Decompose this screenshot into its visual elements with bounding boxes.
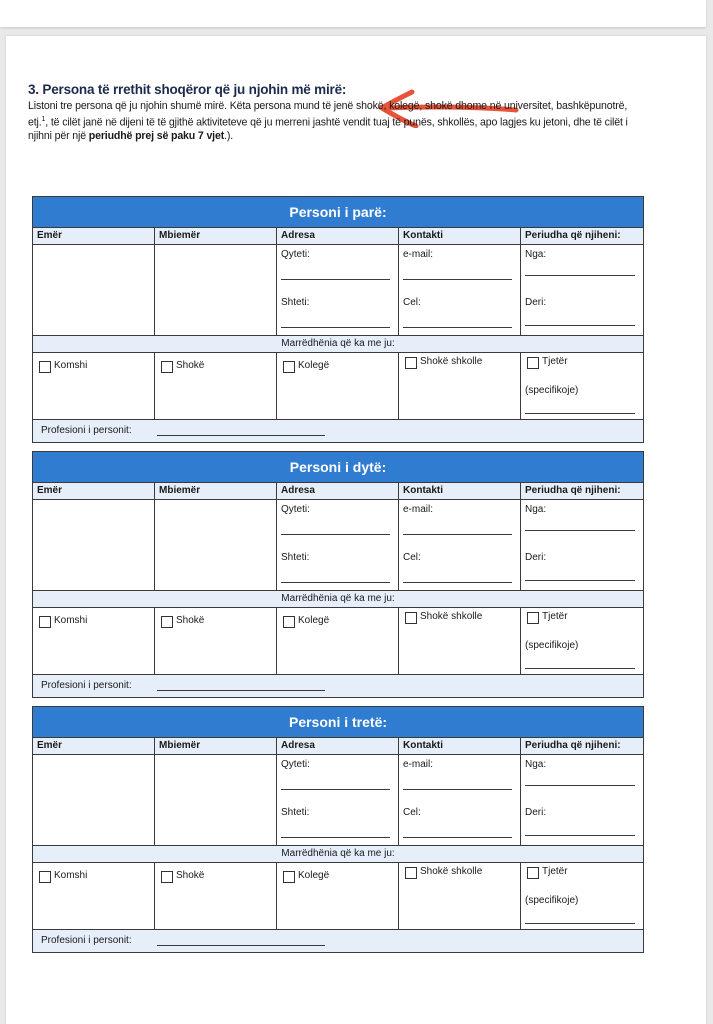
person-2-block (32, 451, 644, 698)
previous-page-edge (0, 0, 706, 27)
other-checkbox[interactable] (527, 357, 539, 369)
column-headers (33, 482, 643, 500)
relationship-row (33, 863, 643, 929)
rel-neighbor (33, 608, 155, 674)
colleague-label: Kolegë (298, 360, 330, 371)
profession-row (33, 929, 643, 952)
email-label: e-mail: (403, 759, 434, 770)
section-heading: 3. Persona të rrethit shoqëror që ju njohin më mirë: (28, 82, 347, 97)
city-line[interactable] (281, 534, 390, 535)
person-title: Personi i dytë: (33, 452, 643, 482)
email-label: e-mail: (403, 249, 434, 260)
header-period: Periudha që njiheni: (521, 227, 643, 245)
friend-label: Shokë (176, 360, 205, 371)
header-period: Periudha që njiheni: (521, 737, 643, 755)
schoolmate-label: Shokë shkolle (420, 866, 483, 877)
colleague-checkbox[interactable] (283, 361, 295, 373)
specify-label: (specifikoje) (525, 385, 579, 396)
profession-row (33, 419, 643, 442)
colleague-checkbox[interactable] (283, 871, 295, 883)
person-title: Personi i tretë: (33, 707, 643, 737)
other-label: Tjetër (542, 356, 568, 367)
country-line[interactable] (281, 327, 390, 328)
colleague-label: Kolegë (298, 615, 330, 626)
friend-checkbox[interactable] (161, 616, 173, 628)
profession-label: Profesioni i personit: (41, 680, 132, 691)
city-line[interactable] (281, 789, 390, 790)
city-label: Qyteti: (281, 759, 310, 770)
relationship-row (33, 608, 643, 674)
to-label: Deri: (525, 807, 547, 818)
rel-colleague (277, 353, 399, 419)
neighbor-checkbox[interactable] (39, 361, 51, 373)
rel-other (521, 608, 643, 674)
person-title: Personi i parë: (33, 197, 643, 227)
to-line[interactable] (525, 835, 635, 836)
city-label: Qyteti: (281, 249, 310, 260)
rel-colleague (277, 863, 399, 929)
specify-label: (specifikoje) (525, 640, 579, 651)
friend-checkbox[interactable] (161, 361, 173, 373)
neighbor-label: Komshi (54, 615, 88, 626)
person-1-block (32, 196, 644, 443)
neighbor-label: Komshi (54, 360, 88, 371)
other-checkbox[interactable] (527, 867, 539, 879)
email-line[interactable] (403, 789, 512, 790)
rel-other (521, 863, 643, 929)
relationship-header: Marrëdhënia që ka me ju: (33, 590, 643, 608)
contact-cell (399, 755, 521, 845)
detail-row (33, 755, 643, 845)
colleague-label: Kolegë (298, 870, 330, 881)
specify-label: (specifikoje) (525, 895, 579, 906)
instructions-paragraph: Listoni tre persona që ju njohin shumë mirë. Këta persona mund të jenë shokë, kolegë, shokë dhome në universitet, bashkëpunotrë, etj.$^1$, të cilët janë në dijeni të të gjithë aktiviteteve që ju merreni jashtë vendit tuaj të punës, shkollës, apo lagjes ku jetoni, dhe të cilët i njihni për një periudhë prej së paku 7 vjet.). (28, 100, 628, 142)
period-cell (521, 245, 643, 335)
from-line[interactable] (525, 275, 635, 276)
header-name: Emër (33, 737, 155, 755)
relationship-header: Marrëdhënia që ka me ju: (33, 335, 643, 353)
rel-friend (155, 608, 277, 674)
to-label: Deri: (525, 552, 547, 563)
header-contact: Kontakti (399, 737, 521, 755)
rel-colleague (277, 608, 399, 674)
profession-label: Profesioni i personit: (41, 935, 132, 946)
profession-line[interactable] (157, 435, 325, 436)
column-headers (33, 227, 643, 245)
header-contact: Kontakti (399, 227, 521, 245)
person-3-block (32, 706, 644, 953)
from-label: Nga: (525, 759, 547, 770)
rel-friend (155, 353, 277, 419)
contact-cell (399, 245, 521, 335)
country-line[interactable] (281, 837, 390, 838)
relationship-header: Marrëdhënia që ka me ju: (33, 845, 643, 863)
cell-label: Cel: (403, 807, 421, 818)
address-cell (277, 500, 399, 590)
detail-row (33, 245, 643, 335)
schoolmate-checkbox[interactable] (405, 612, 417, 624)
cell-label: Cel: (403, 297, 421, 308)
address-cell (277, 245, 399, 335)
schoolmate-checkbox[interactable] (405, 357, 417, 369)
rel-friend (155, 863, 277, 929)
country-line[interactable] (281, 582, 390, 583)
cell-line[interactable] (403, 582, 512, 583)
rel-other (521, 353, 643, 419)
city-label: Qyteti: (281, 504, 310, 515)
header-surname: Mbiemër (155, 227, 277, 245)
profession-line[interactable] (157, 690, 325, 691)
period-cell (521, 500, 643, 590)
email-label: e-mail: (403, 504, 434, 515)
rel-neighbor (33, 863, 155, 929)
surname-field[interactable] (155, 755, 277, 845)
city-line[interactable] (281, 279, 390, 280)
column-headers (33, 737, 643, 755)
cell-label: Cel: (403, 552, 421, 563)
neighbor-checkbox[interactable] (39, 616, 51, 628)
neighbor-label: Komshi (54, 870, 88, 881)
schoolmate-label: Shokë shkolle (420, 611, 483, 622)
header-contact: Kontakti (399, 482, 521, 500)
header-address: Adresa (277, 737, 399, 755)
neighbor-checkbox[interactable] (39, 871, 51, 883)
specify-line[interactable] (525, 413, 635, 414)
to-label: Deri: (525, 297, 547, 308)
schoolmate-label: Shokë shkolle (420, 356, 483, 367)
other-checkbox[interactable] (527, 612, 539, 624)
header-name: Emër (33, 227, 155, 245)
email-line[interactable] (403, 279, 512, 280)
name-field[interactable] (33, 755, 155, 845)
other-label: Tjetër (542, 611, 568, 622)
header-address: Adresa (277, 482, 399, 500)
friend-label: Shokë (176, 615, 205, 626)
relationship-row (33, 353, 643, 419)
cell-line[interactable] (403, 327, 512, 328)
header-name: Emër (33, 482, 155, 500)
country-label: Shteti: (281, 552, 310, 563)
from-label: Nga: (525, 249, 547, 260)
header-period: Periudha që njiheni: (521, 482, 643, 500)
other-label: Tjetër (542, 866, 568, 877)
address-cell (277, 755, 399, 845)
to-line[interactable] (525, 580, 635, 581)
profession-label: Profesioni i personit: (41, 425, 132, 436)
from-label: Nga: (525, 504, 547, 515)
email-line[interactable] (403, 534, 512, 535)
cell-line[interactable] (403, 837, 512, 838)
friend-label: Shokë (176, 870, 205, 881)
surname-field[interactable] (155, 245, 277, 335)
profession-line[interactable] (157, 945, 325, 946)
name-field[interactable] (33, 245, 155, 335)
period-cell (521, 755, 643, 845)
colleague-checkbox[interactable] (283, 616, 295, 628)
specify-line[interactable] (525, 923, 635, 924)
to-line[interactable] (525, 325, 635, 326)
from-line[interactable] (525, 530, 635, 531)
friend-checkbox[interactable] (161, 871, 173, 883)
contact-cell (399, 500, 521, 590)
detail-row (33, 500, 643, 590)
header-surname: Mbiemër (155, 737, 277, 755)
header-surname: Mbiemër (155, 482, 277, 500)
name-field[interactable] (33, 500, 155, 590)
specify-line[interactable] (525, 668, 635, 669)
rel-schoolmate (399, 863, 521, 929)
schoolmate-checkbox[interactable] (405, 867, 417, 879)
profession-row (33, 674, 643, 697)
rel-neighbor (33, 353, 155, 419)
country-label: Shteti: (281, 807, 310, 818)
header-address: Adresa (277, 227, 399, 245)
rel-schoolmate (399, 353, 521, 419)
country-label: Shteti: (281, 297, 310, 308)
surname-field[interactable] (155, 500, 277, 590)
from-line[interactable] (525, 785, 635, 786)
rel-schoolmate (399, 608, 521, 674)
